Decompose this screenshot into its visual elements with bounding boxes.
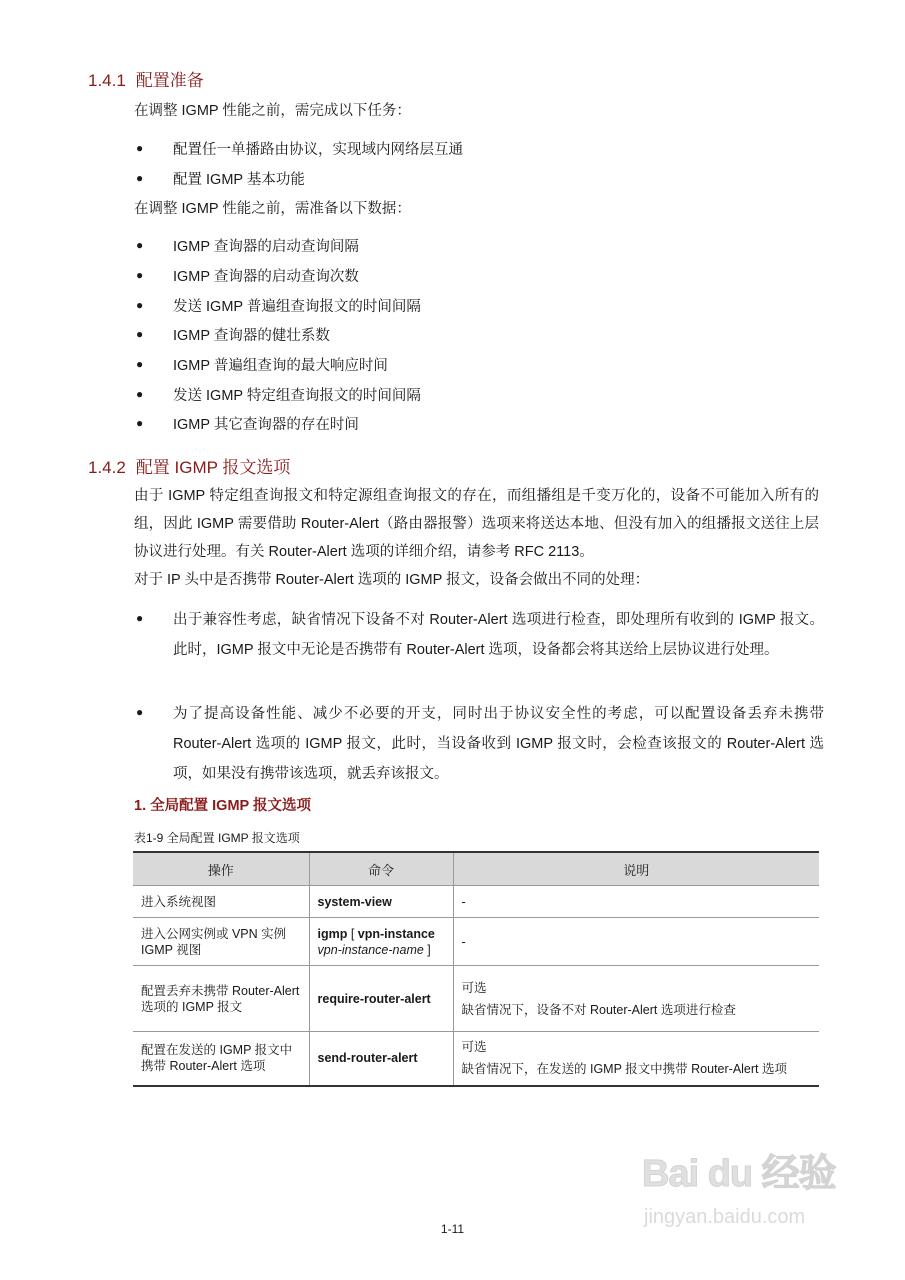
table-row [133,886,819,918]
cell-command: send-router-alert [309,1032,453,1086]
cell-command: require-router-alert [309,966,453,1032]
cell-operation: 配置在发送的 IGMP 报文中携带 Router-Alert 选项 [133,1032,309,1086]
table-caption: 表1-9 全局配置 IGMP 报文选项 [134,831,300,845]
table-row [133,1032,819,1086]
page-number: 1-11 [440,1222,465,1236]
cell-command: igmp [ vpn-instance vpn-instance-name ] [309,918,453,966]
cell-description: - [453,886,819,918]
intro-data: 在调整 IGMP 性能之前，需准备以下数据： [134,201,411,217]
header-command: 命令 [309,852,453,886]
cell-description: - [453,918,819,966]
paragraph-router-alert: 由于 IGMP 特定组查询报文和特定源组查询报文的存在，而组播组是千变万化的，设备不可能加入所有的组，因此 IGMP 需要借助 Router-Alert（路由器报警）选项来将送达本地、但没有加入的组播报文送往上层协议进行处理。有关 Router-Alert 选项的详细介绍，请参考 RFC 2113。 [134,488,819,560]
bullet-icon: ● [136,705,144,719]
header-description: 说明 [453,852,819,886]
table-row [133,918,819,966]
bullet-icon: ● [136,298,144,312]
header-operation: 操作 [133,852,309,886]
watermark-url: jingyan.baidu.com [644,1206,806,1228]
bullet-icon: ● [136,171,144,185]
bullet-icon: ● [136,387,144,401]
section-heading-1-4-2 [88,453,290,478]
cell-command: system-view [309,886,453,918]
section-title: 配置 IGMP 报文选项 [135,458,291,477]
baidu-logo-icon: Bai du 经验 [642,1153,836,1195]
cell-description: 可选 缺省情况下，设备不对 Router-Alert 选项进行检查 [453,966,819,1032]
bullet-icon: ● [136,357,144,371]
section-title: 配置准备 [135,71,204,90]
bullet-icon: ● [136,268,144,282]
bullet-icon: ● [136,238,144,252]
cell-operation: 配置丢弃未携带 Router-Alert 选项的 IGMP 报文 [133,966,309,1032]
baidu-jingyan-watermark [642,1142,862,1242]
bullet-icon: ● [136,611,144,625]
bullet-icon: ● [136,416,144,430]
cell-operation: 进入系统视图 [133,886,309,918]
subheading-global-config: 1. 全局配置 IGMP 报文选项 [134,798,311,814]
bullet-icon: ● [136,327,144,341]
paragraph-processing: 对于 IP 头中是否携带 Router-Alert 选项的 IGMP 报文，设备会做出不同的处理： [134,572,650,588]
cell-description: 可选 缺省情况下，在发送的 IGMP 报文中携带 Router-Alert 选项 [453,1032,819,1086]
bullet-icon: ● [136,141,144,155]
intro-tasks: 在调整 IGMP 性能之前，需完成以下任务： [134,103,411,119]
table-header-row [133,852,819,886]
table-row [133,966,819,1032]
section-heading-1-4-1 [88,66,204,91]
section-number: 1.4.1 [88,71,126,90]
section-number: 1.4.2 [88,458,126,477]
cell-operation: 进入公网实例或 VPN 实例 IGMP 视图 [133,918,309,966]
config-table [133,851,819,1087]
